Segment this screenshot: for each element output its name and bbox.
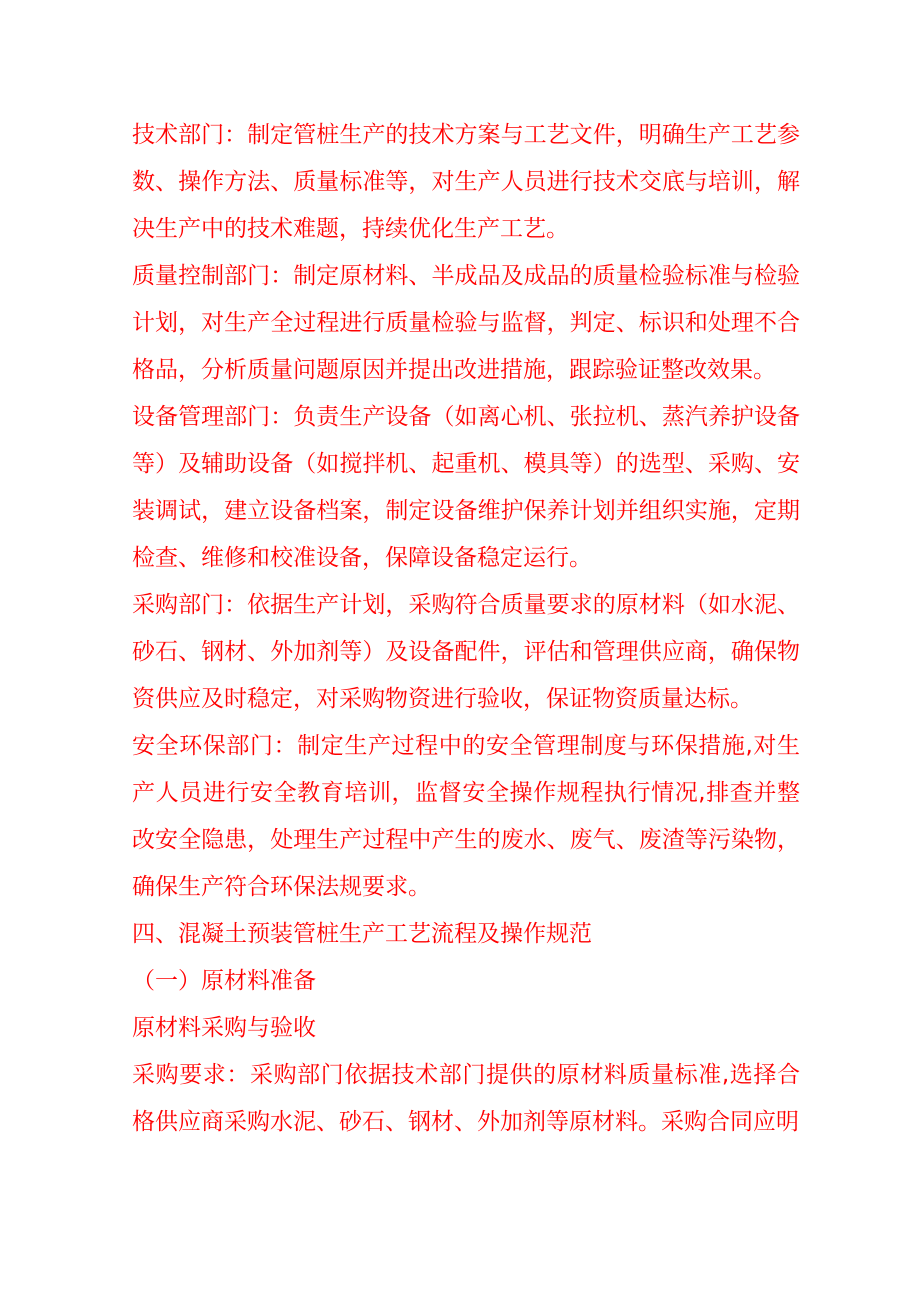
paragraph-quality-control-dept: 质量控制部门：制定原材料、半成品及成品的质量检验标准与检验计划，对生产全过程进行质量检验与监督，判定、标识和处理不合格品，分析质量问题原因并提出改进措施，跟踪验证整改效果。	[132, 263, 800, 383]
subsection-heading: （一）原材料准备	[132, 968, 316, 994]
paragraph-equipment-dept: 设备管理部门：负责生产设备（如离心机、张拉机、蒸汽养护设备等）及辅助设备（如搅拌机、起重机、模具等）的选型、采购、安装调试，建立设备档案，制定设备维护保养计划并组织实施，定期检查、维修和校准设备，保障设备稳定运行。	[132, 404, 800, 571]
paragraph-procurement-requirements: 采购要求：采购部门依据技术部门提供的原材料质量标准,选择合格供应商采购水泥、砂石、钢材、外加剂等原材料。采购合同应明	[132, 1062, 800, 1135]
paragraph-technical-dept: 技术部门：制定管桩生产的技术方案与工艺文件，明确生产工艺参数、操作方法、质量标准等，对生产人员进行技术交底与培训，解决生产中的技术难题，持续优化生产工艺。	[132, 122, 800, 242]
paragraph-safety-env-dept: 安全环保部门：制定生产过程中的安全管理制度与环保措施,对生产人员进行安全教育培训，监督安全操作规程执行情况,排查并整改安全隐患，处理生产过程中产生的废水、废气、废渣等污染物，确保生产符合环保法规要求。	[132, 733, 800, 900]
item-heading: 原材料采购与验收	[132, 1015, 316, 1041]
paragraph-procurement-dept: 采购部门：依据生产计划，采购符合质量要求的原材料（如水泥、砂石、钢材、外加剂等）及设备配件，评估和管理供应商，确保物资供应及时稳定，对采购物资进行验收，保证物资质量达标。	[132, 592, 800, 712]
document-body	[132, 112, 800, 1146]
section-heading: 四、混凝土预装管桩生产工艺流程及操作规范	[132, 921, 592, 947]
